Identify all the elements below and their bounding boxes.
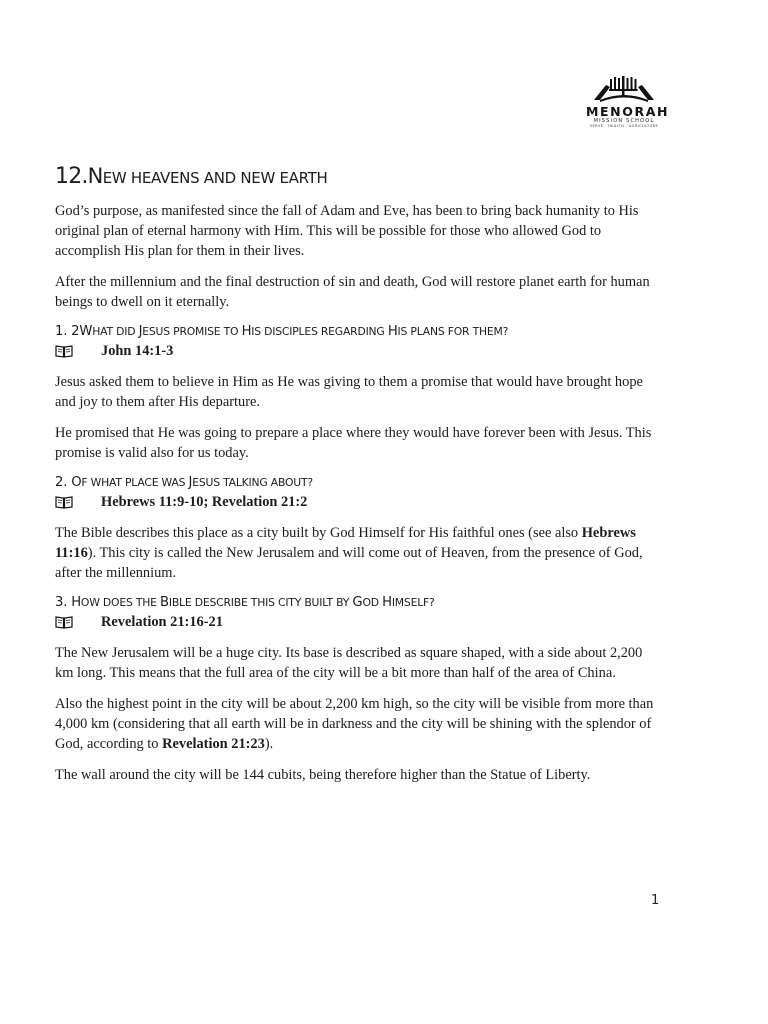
bible-reference-3: [55, 612, 661, 632]
intro-paragraph-1: God’s purpose, as manifested since the fall of Adam and Eve, has been to bring back humanity to His original plan of eternal harmony with Him. This will be possible for those who allowed God to accomplish His plan for them in their lives.: [55, 203, 639, 259]
reference-text: Revelation 21:16-21: [101, 613, 223, 630]
document-body: [55, 164, 661, 796]
open-book-icon: [55, 344, 73, 358]
question-1: 1. 2WHAT DID JESUS PROMISE TO HIS DISCIPLES REGARDING HIS PLANS FOR THEM?: [55, 324, 509, 339]
question-2: 2. OF WHAT PLACE WAS JESUS TALKING ABOUT?: [55, 475, 313, 490]
question-3: 3. HOW DOES THE BIBLE DESCRIBE THIS CITY BUILT BY GOD HIMSELF?: [55, 595, 435, 610]
reference-text: John 14:1-3: [101, 342, 174, 359]
answer-3-paragraph-3: The wall around the city will be 144 cubits, being therefore higher than the Statue of Liberty.: [55, 767, 591, 783]
menorah-icon: [593, 76, 655, 104]
answer-1-paragraph-2: He promised that He was going to prepare a place where they would have forever been with Jesus. This promise is valid also for us today.: [55, 425, 652, 461]
open-book-icon: [55, 615, 73, 629]
reference-text: Hebrews 11:9-10; Revelation 21:2: [101, 493, 308, 510]
answer-3-paragraph-2: Also the highest point in the city will be about 2,200 km high, so the city will be visible from more than 4,000 km (considering that all earth will be in darkness and the city will be shining with the splendor of God, according to Revelation 21:23).: [55, 696, 654, 752]
logo-name: MENORAH: [586, 104, 670, 119]
intro-paragraph-2: After the millennium and the final destruction of sin and death, God will restore planet earth for human beings to dwell on it eternally.: [55, 274, 650, 310]
logo-subtitle: MISSION SCHOOL: [593, 118, 655, 124]
logo-tagline: SERVE · HEALTH · AGRICULTURE: [589, 124, 659, 128]
bible-reference-2: [55, 492, 661, 512]
open-book-icon: [55, 495, 73, 509]
page-number: 1: [651, 893, 660, 908]
page-title: 12.NEW HEAVENS AND NEW EARTH: [55, 164, 328, 189]
bible-reference-1: [55, 341, 661, 361]
answer-2-paragraph: The Bible describes this place as a city built by God Himself for His faithful ones (see also Hebrews 11:16). This city is called the New Jerusalem and will come out of Heaven, from the presence of God, after the millennium.: [55, 525, 643, 581]
menorah-logo: [586, 76, 670, 129]
answer-3-paragraph-1: The New Jerusalem will be a huge city. Its base is described as square shaped, with a side about 2,200 km long. This means that the full area of the city will be a bit more than half of the area of China.: [55, 645, 643, 681]
answer-1-paragraph-1: Jesus asked them to believe in Him as He was giving to them a promise that would have brought hope and joy to them after His departure.: [55, 374, 643, 410]
